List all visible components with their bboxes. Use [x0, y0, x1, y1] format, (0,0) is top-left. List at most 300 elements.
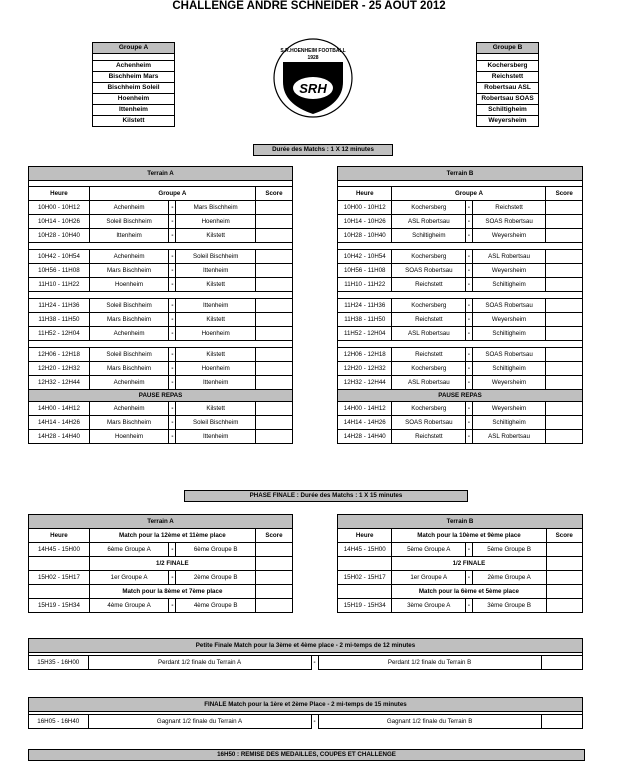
dash: -	[466, 376, 473, 390]
team-row	[477, 116, 539, 127]
match-time: 10H56 - 11H08	[29, 264, 90, 278]
away-team: Schiltigheim	[472, 327, 546, 341]
score-cell[interactable]	[546, 599, 583, 613]
dash: -	[466, 201, 473, 215]
match-row	[338, 229, 583, 243]
round-label: 1/2 FINALE	[392, 557, 546, 571]
spacer-row	[29, 243, 293, 250]
away-team: Mars Bischheim	[176, 201, 255, 215]
score-cell[interactable]	[546, 362, 583, 376]
home-team: Achenheim	[89, 201, 168, 215]
home-team: Kochersberg	[392, 250, 466, 264]
dash: -	[466, 543, 473, 557]
pause-label: PAUSE REPAS	[338, 390, 583, 402]
team-name: Reichstett	[477, 72, 539, 83]
match-row	[29, 250, 293, 264]
match-time: 14H14 - 14H26	[29, 416, 90, 430]
dash: -	[466, 430, 473, 444]
match-time: 14H00 - 14H12	[338, 402, 392, 416]
match-time: 14H28 - 14H40	[338, 430, 392, 444]
score-cell[interactable]	[546, 201, 583, 215]
score-cell[interactable]	[255, 264, 292, 278]
duration-bar: Durée des Matchs : 1 X 12 minutes	[253, 144, 393, 156]
home-team: Reichstett	[392, 348, 466, 362]
dash: -	[313, 659, 316, 667]
terrain-b-title: Terrain B	[338, 167, 583, 181]
spacer-row	[338, 292, 583, 299]
dash: -	[466, 416, 473, 430]
home-team: Kochersberg	[392, 362, 466, 376]
dash: -	[169, 376, 176, 390]
match-row	[29, 264, 293, 278]
round-label: Match pour la 6ème et 5ème place	[392, 585, 546, 599]
match-row	[338, 362, 583, 376]
score-cell[interactable]	[255, 348, 292, 362]
match-row	[29, 229, 293, 243]
away-team: Kilstett	[176, 229, 255, 243]
team-name: Kochersberg	[477, 61, 539, 72]
match-time: 11H52 - 12H04	[338, 327, 392, 341]
dash: -	[466, 402, 473, 416]
col-groupe: Groupe A	[392, 187, 546, 201]
petite-finale-header: Petite Finale Match pour la 3ème et 4ème place - 2 mi-temps de 12 minutes	[29, 639, 583, 653]
match-time: 11H38 - 11H50	[29, 313, 90, 327]
home-team: Ittenheim	[89, 229, 168, 243]
away-team: ASL Robertsau	[472, 430, 546, 444]
team-row	[93, 83, 175, 94]
team-row	[93, 94, 175, 105]
away-team: Hoenheim	[176, 215, 255, 229]
team-name: Weyersheim	[477, 116, 539, 127]
dash: -	[466, 250, 473, 264]
col-heure: Heure	[29, 187, 90, 201]
finale-score[interactable]	[541, 715, 582, 729]
logo-year: 1928	[307, 55, 319, 61]
dash: -	[466, 599, 473, 613]
away-team: Ittenheim	[176, 299, 255, 313]
match-row	[338, 416, 583, 430]
group-b-table	[476, 42, 539, 127]
match-time: 10H56 - 11H08	[338, 264, 392, 278]
home-team: 5ème Groupe A	[392, 543, 466, 557]
home-team: Achenheim	[89, 376, 168, 390]
match-row	[29, 430, 293, 444]
away-team: Schiltigheim	[472, 278, 546, 292]
score-cell[interactable]	[255, 278, 292, 292]
match-row	[29, 348, 293, 362]
match-time: 12H20 - 12H32	[338, 362, 392, 376]
dash: -	[466, 215, 473, 229]
home-team: Soleil Bischheim	[89, 215, 168, 229]
logo-monogram: SRH	[299, 81, 327, 96]
score-cell[interactable]	[546, 348, 583, 362]
home-team: Achenheim	[89, 327, 168, 341]
dash: -	[169, 416, 176, 430]
match-row	[29, 376, 293, 390]
home-team: Hoenheim	[89, 430, 168, 444]
home-team: Hoenheim	[89, 278, 168, 292]
petite-finale-home: Perdant 1/2 finale du Terrain A	[88, 656, 311, 670]
team-name: Robertsau ASL	[477, 83, 539, 94]
col-heure: Heure	[29, 529, 90, 543]
match-time: 11H24 - 11H36	[338, 299, 392, 313]
match-time: 10H00 - 10H12	[338, 201, 392, 215]
col-heure: Heure	[338, 187, 392, 201]
away-team: Weyersheim	[472, 313, 546, 327]
away-team: Schiltigheim	[472, 362, 546, 376]
match-row	[29, 278, 293, 292]
home-team: Reichstett	[392, 313, 466, 327]
group-a-table	[92, 42, 175, 127]
match-time: 10H28 - 10H40	[338, 229, 392, 243]
spacer	[477, 54, 539, 61]
match-time: 15H19 - 15H34	[338, 599, 392, 613]
team-name: Bischheim Mars	[93, 72, 175, 83]
away-team: 2ème Groupe B	[176, 571, 255, 585]
match-time: 14H45 - 15H00	[29, 543, 90, 557]
spacer-row	[29, 341, 293, 348]
away-team: SOAS Robertsau	[472, 299, 546, 313]
away-team: SOAS Robertsau	[472, 215, 546, 229]
dash: -	[169, 215, 176, 229]
score-cell[interactable]	[546, 402, 583, 416]
match-time: 14H00 - 14H12	[29, 402, 90, 416]
score-cell[interactable]	[546, 264, 583, 278]
finale-time: 16H05 - 16H40	[29, 715, 89, 729]
match-row	[338, 250, 583, 264]
away-team: Kilstett	[176, 278, 255, 292]
away-team: Ittenheim	[176, 376, 255, 390]
dash: -	[169, 264, 176, 278]
score-cell[interactable]	[255, 327, 292, 341]
team-row	[93, 116, 175, 127]
dash: -	[466, 327, 473, 341]
away-team: 2ème Groupe A	[472, 571, 546, 585]
team-row	[477, 94, 539, 105]
col-score: Score	[255, 529, 292, 543]
team-row	[93, 61, 175, 72]
score-cell[interactable]	[255, 250, 292, 264]
score-cell[interactable]	[546, 543, 583, 557]
final-a-table	[28, 514, 293, 613]
match-time: 15H02 - 15H17	[29, 571, 90, 585]
away-team: Hoenheim	[176, 327, 255, 341]
group-a-header: Groupe A	[93, 43, 175, 54]
match-time: 10H42 - 10H54	[29, 250, 90, 264]
dash: -	[169, 543, 176, 557]
match-row	[338, 430, 583, 444]
away-team: Kilstett	[176, 402, 255, 416]
score-cell[interactable]	[255, 376, 292, 390]
team-name: Achenheim	[93, 61, 175, 72]
dash: -	[466, 278, 473, 292]
col-match: Match pour la 12ème et 11ème place	[89, 529, 255, 543]
match-time: 11H38 - 11H50	[338, 313, 392, 327]
dash: -	[169, 348, 176, 362]
score-cell[interactable]	[255, 362, 292, 376]
match-time: 15H19 - 15H34	[29, 599, 90, 613]
score-cell[interactable]	[546, 376, 583, 390]
match-time: 12H20 - 12H32	[29, 362, 90, 376]
away-team: Kilstett	[176, 313, 255, 327]
spacer	[93, 54, 175, 61]
score-cell[interactable]	[255, 229, 292, 243]
finale-header: FINALE Match pour la 1ère et 2ème Place - 2 mi-temps de 15 minutes	[29, 698, 583, 712]
away-team: Ittenheim	[176, 264, 255, 278]
finale-home: Gagnant 1/2 finale du Terrain A	[88, 715, 311, 729]
match-row	[29, 313, 293, 327]
dash: -	[169, 201, 176, 215]
match-row	[29, 571, 293, 585]
col-score: Score	[255, 187, 292, 201]
match-time: 10H14 - 10H26	[29, 215, 90, 229]
home-team: Kochersberg	[392, 299, 466, 313]
round-label-row	[338, 585, 583, 599]
col-score: Score	[546, 187, 583, 201]
away-team: SOAS Robertsau	[472, 348, 546, 362]
score-cell[interactable]	[546, 327, 583, 341]
score-cell[interactable]	[255, 402, 292, 416]
score-cell[interactable]	[255, 430, 292, 444]
home-team: SOAS Robertsau	[392, 416, 466, 430]
dash: -	[169, 430, 176, 444]
match-time: 14H28 - 14H40	[29, 430, 90, 444]
dash: -	[169, 599, 176, 613]
match-row	[338, 599, 583, 613]
home-team: Reichstett	[392, 278, 466, 292]
away-team: Soleil Bischheim	[176, 250, 255, 264]
score-cell[interactable]	[546, 299, 583, 313]
score-cell[interactable]	[255, 571, 292, 585]
score-cell[interactable]	[546, 571, 583, 585]
home-team: 3ème Groupe A	[392, 599, 466, 613]
team-row	[477, 72, 539, 83]
score-cell[interactable]	[546, 313, 583, 327]
match-row	[29, 416, 293, 430]
match-row	[29, 599, 293, 613]
score-cell[interactable]	[255, 599, 292, 613]
home-team: 1er Groupe A	[89, 571, 168, 585]
match-time: 10H42 - 10H54	[338, 250, 392, 264]
dash: -	[169, 571, 176, 585]
round-label-row	[29, 557, 293, 571]
pause-row	[29, 390, 293, 402]
score-cell[interactable]	[546, 215, 583, 229]
dash: -	[466, 362, 473, 376]
home-team: ASL Robertsau	[392, 327, 466, 341]
match-time: 10H00 - 10H12	[29, 201, 90, 215]
team-name: Ittenheim	[93, 105, 175, 116]
team-name: Bischheim Soleil	[93, 83, 175, 94]
match-time: 10H14 - 10H26	[338, 215, 392, 229]
score-cell[interactable]	[255, 215, 292, 229]
col-score: Score	[546, 529, 583, 543]
round-label: 1/2 FINALE	[89, 557, 255, 571]
home-team: Kochersberg	[392, 201, 466, 215]
score-cell[interactable]	[255, 313, 292, 327]
dash: -	[169, 250, 176, 264]
score-cell[interactable]	[255, 543, 292, 557]
home-team: Reichstett	[392, 430, 466, 444]
match-row	[29, 299, 293, 313]
match-row	[338, 543, 583, 557]
match-row	[338, 215, 583, 229]
dash: -	[466, 313, 473, 327]
home-team: Mars Bischheim	[89, 313, 168, 327]
home-team: 4ème Groupe A	[89, 599, 168, 613]
match-time: 14H45 - 15H00	[338, 543, 392, 557]
dash: -	[466, 571, 473, 585]
closing-bar: 16H50 : REMISE DES MEDAILLES, COUPES ET CHALLENGE	[28, 749, 585, 761]
match-time: 12H06 - 12H18	[338, 348, 392, 362]
score-cell[interactable]	[255, 201, 292, 215]
spacer-row	[338, 341, 583, 348]
home-team: Soleil Bischheim	[89, 348, 168, 362]
match-row	[338, 348, 583, 362]
score-cell[interactable]	[546, 416, 583, 430]
score-cell[interactable]	[546, 278, 583, 292]
match-row	[338, 201, 583, 215]
dash: -	[466, 299, 473, 313]
petite-finale-table	[28, 638, 583, 670]
dash: -	[169, 229, 176, 243]
away-team: 6ème Groupe B	[176, 543, 255, 557]
home-team: Achenheim	[89, 250, 168, 264]
dash: -	[466, 348, 473, 362]
match-row	[338, 402, 583, 416]
away-team: Soleil Bischheim	[176, 416, 255, 430]
away-team: Weyersheim	[472, 402, 546, 416]
match-row	[338, 327, 583, 341]
col-heure: Heure	[338, 529, 392, 543]
team-row	[93, 72, 175, 83]
home-team: 1er Groupe A	[392, 571, 466, 585]
dash: -	[169, 327, 176, 341]
match-row	[338, 299, 583, 313]
terrain-a-table	[28, 166, 293, 444]
match-time: 14H14 - 14H26	[338, 416, 392, 430]
match-time: 11H10 - 11H22	[338, 278, 392, 292]
match-time: 12H06 - 12H18	[29, 348, 90, 362]
home-team: SOAS Robertsau	[392, 264, 466, 278]
match-row	[338, 278, 583, 292]
dash: -	[169, 402, 176, 416]
dash: -	[169, 278, 176, 292]
club-logo	[273, 38, 353, 118]
match-row	[338, 264, 583, 278]
match-row	[29, 201, 293, 215]
terrain-a-title: Terrain A	[29, 167, 293, 181]
home-team: Schiltigheim	[392, 229, 466, 243]
team-row	[477, 83, 539, 94]
team-name: Kilstett	[93, 116, 175, 127]
score-cell[interactable]	[546, 229, 583, 243]
away-team: Schiltigheim	[472, 416, 546, 430]
pause-label: PAUSE REPAS	[29, 390, 293, 402]
round-label-row	[29, 585, 293, 599]
dash: -	[169, 362, 176, 376]
dash: -	[466, 229, 473, 243]
away-team: 3ème Groupe B	[472, 599, 546, 613]
team-name: Robertsau SOAS	[477, 94, 539, 105]
finale-away: Gagnant 1/2 finale du Terrain B	[318, 715, 541, 729]
home-team: Mars Bischheim	[89, 264, 168, 278]
away-team: 5ème Groupe B	[472, 543, 546, 557]
away-team: Weyersheim	[472, 376, 546, 390]
match-time: 12H32 - 12H44	[29, 376, 90, 390]
away-team: Reichstett	[472, 201, 546, 215]
terrain-b-table	[337, 166, 583, 444]
away-team: 4ème Groupe B	[176, 599, 255, 613]
match-row	[29, 402, 293, 416]
team-row	[477, 61, 539, 72]
home-team: Kochersberg	[392, 402, 466, 416]
away-team: Hoenheim	[176, 362, 255, 376]
team-name: Hoenheim	[93, 94, 175, 105]
team-name: Schiltigheim	[477, 105, 539, 116]
final-a-title: Terrain A	[29, 515, 293, 529]
match-time: 10H28 - 10H40	[29, 229, 90, 243]
match-row	[338, 571, 583, 585]
round-label-row	[338, 557, 583, 571]
home-team: ASL Robertsau	[392, 215, 466, 229]
finale-table	[28, 697, 583, 729]
group-b-header: Groupe B	[477, 43, 539, 54]
dash: -	[313, 718, 316, 726]
match-time: 11H10 - 11H22	[29, 278, 90, 292]
phase-finale-bar: PHASE FINALE : Durée des Matchs : 1 X 15 minutes	[184, 490, 468, 502]
score-cell[interactable]	[546, 250, 583, 264]
away-team: Kilstett	[176, 348, 255, 362]
col-match: Match pour la 10ème et 9ème place	[392, 529, 546, 543]
spacer-row	[29, 292, 293, 299]
match-row	[29, 362, 293, 376]
score-cell[interactable]	[255, 299, 292, 313]
team-row	[477, 105, 539, 116]
score-cell[interactable]	[255, 416, 292, 430]
match-row	[338, 313, 583, 327]
match-row	[338, 376, 583, 390]
match-time: 15H02 - 15H17	[338, 571, 392, 585]
home-team: Mars Bischheim	[89, 416, 168, 430]
match-time: 11H52 - 12H04	[29, 327, 90, 341]
page-title: CHALLENGE ANDRE SCHNEIDER - 25 AOUT 2012	[172, 0, 446, 12]
home-team: Soleil Bischheim	[89, 299, 168, 313]
away-team: Weyersheim	[472, 229, 546, 243]
dash: -	[169, 313, 176, 327]
spacer-row	[338, 243, 583, 250]
team-row	[93, 105, 175, 116]
home-team: Achenheim	[89, 402, 168, 416]
home-team: ASL Robertsau	[392, 376, 466, 390]
final-b-table	[337, 514, 583, 613]
away-team: Weyersheim	[472, 264, 546, 278]
match-row	[29, 215, 293, 229]
col-groupe: Groupe A	[89, 187, 255, 201]
match-time: 11H24 - 11H36	[29, 299, 90, 313]
home-team: 6ème Groupe A	[89, 543, 168, 557]
round-label: Match pour la 8ème et 7ème place	[89, 585, 255, 599]
away-team: ASL Robertsau	[472, 250, 546, 264]
away-team: Ittenheim	[176, 430, 255, 444]
home-team: Mars Bischheim	[89, 362, 168, 376]
score-cell[interactable]	[546, 430, 583, 444]
petite-finale-score[interactable]	[541, 656, 582, 670]
match-row	[29, 543, 293, 557]
final-b-title: Terrain B	[338, 515, 583, 529]
pause-row	[338, 390, 583, 402]
petite-finale-time: 15H35 - 16H00	[29, 656, 89, 670]
